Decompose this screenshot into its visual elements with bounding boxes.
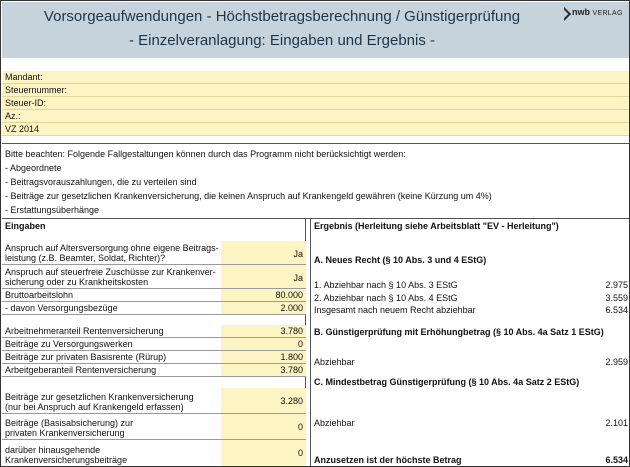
result-label: Abziehbar	[314, 357, 355, 367]
result-value: 3.559	[605, 293, 628, 303]
input-label: - davon Versorgungsbezüge	[5, 303, 118, 313]
input-cell-versorgungswerke[interactable]: 0	[221, 338, 306, 350]
result-value: 6.534	[605, 305, 628, 315]
input-row-gkv	[2, 388, 306, 414]
meta-fields	[2, 71, 629, 136]
page-subtitle: - Einzelveranlagung: Eingaben und Ergebnis -	[128, 32, 436, 49]
input-cell-zuschuesse[interactable]: Ja	[221, 265, 306, 288]
input-row-basisrente	[2, 351, 306, 364]
inputs-panel	[2, 219, 306, 467]
meta-field-steuer-id[interactable]: Steuer-ID:	[2, 97, 629, 110]
inputs-heading: Eingaben	[5, 221, 46, 231]
header-banner	[2, 2, 629, 58]
input-cell-gkv[interactable]: 3.280	[221, 388, 306, 413]
note-item: - Erstattungsüberhänge	[5, 205, 100, 215]
input-cell-bruttoarbeitslohn[interactable]: 80.000	[221, 289, 306, 301]
final-result-label: Anzusetzen ist der höchste Betrag	[314, 455, 462, 465]
input-label: Arbeitnehmeranteil Rentenversicherung	[5, 326, 164, 336]
input-cell-weitere-kv[interactable]: 0	[221, 440, 306, 466]
input-row-bruttoarbeitslohn	[2, 289, 306, 302]
input-cell-basisrente[interactable]: 1.800	[221, 351, 306, 363]
meta-field-mandant[interactable]: Mandant:	[2, 71, 629, 84]
input-label: Arbeitgeberanteil Rentenversicherung	[5, 365, 157, 375]
meta-field-vz[interactable]: VZ 2014	[2, 123, 629, 136]
input-cell-versorgungsbezuege[interactable]: 2.000	[221, 302, 306, 314]
input-label: Beiträge (Basisabsicherung) zur	[5, 418, 134, 428]
section-c-heading: C. Mindestbetrag Günstigerprüfung (§ 10 Abs. 4a Satz 2 EStG)	[314, 377, 580, 387]
input-row-versorgungsbezuege	[2, 302, 306, 315]
note-item: - Beitragsvorauszahlungen, die zu verteilen sind	[5, 177, 197, 187]
input-label: privaten Krankenversicherung	[5, 428, 125, 438]
notes-intro: Bitte beachten: Folgende Fallgestaltungen können durch das Programm nicht berücksichtigt werden:	[5, 149, 406, 159]
input-label: Beiträge zu Versorgungswerken	[5, 339, 133, 349]
input-row-weitere-kv	[2, 440, 306, 466]
input-cell-ag-rentenversicherung[interactable]: 3.780	[221, 364, 306, 376]
note-item: - Beiträge zur gesetzlichen Krankenversicherung, die keinen Anspruch auf Krankengeld gewähren (keine Kürzung um 4%)	[5, 191, 492, 201]
note-item: - Abgeordnete	[5, 163, 62, 173]
input-row-versorgungswerke	[2, 338, 306, 351]
input-label: Beiträge zur gesetzlichen Krankenversicherung	[5, 392, 194, 402]
input-label: Anspruch auf steuerfreie Zuschüsse zur Krankenver-	[5, 267, 216, 277]
input-row-an-rentenversicherung	[2, 325, 306, 338]
input-label: Krankenversicherungsbeiträge	[5, 455, 128, 465]
input-label: sicherung oder zu Krankheitskosten	[5, 277, 149, 287]
result-label: 2. Abziehbar nach § 10 Abs. 4 EStG	[314, 293, 458, 303]
input-label: darüber hinausgehende	[5, 445, 101, 455]
results-heading: Ergebnis (Herleitung siehe Arbeitsblatt "EV - Herleitung")	[314, 221, 559, 231]
input-label: (nur bei Anspruch auf Krankengeld erfassen)	[5, 402, 184, 412]
brand-suffix: VERLAG	[592, 10, 623, 17]
input-cell-an-rentenversicherung[interactable]: 3.780	[221, 325, 306, 337]
result-label: Insgesamt nach neuem Recht abziehbar	[314, 305, 476, 315]
nwb-logo	[559, 7, 623, 21]
input-label: Anspruch auf Altersversorgung ohne eigene Beitrags-	[5, 243, 219, 253]
brand-name: nwb	[572, 7, 590, 17]
result-value: 2.975	[605, 280, 628, 290]
input-row-altersversorgung	[2, 241, 306, 265]
nwb-logo-icon	[557, 7, 571, 21]
input-label: leistung (z.B. Beamter, Soldat, Richter)?	[5, 253, 166, 263]
input-cell-altersversorgung[interactable]: Ja	[221, 241, 306, 264]
section-b-heading: B. Günstigerprüfung mit Erhöhungbetrag (§ 10 Abs. 4a Satz 1 EStG)	[314, 327, 604, 337]
notes-box	[2, 143, 629, 219]
input-label: Beiträge zur privaten Basisrente (Rürup)	[5, 352, 167, 362]
result-label: 1. Abziehbar nach § 10 Abs. 3 EStG	[314, 280, 458, 290]
result-label: Abziehbar	[314, 418, 355, 428]
input-label: Bruttoarbeitslohn	[5, 290, 74, 300]
result-value: 2.101	[605, 418, 628, 428]
final-result-value: 6.534	[605, 455, 628, 465]
input-row-ag-rentenversicherung	[2, 364, 306, 377]
input-cell-pkv-basis[interactable]: 0	[221, 414, 306, 439]
input-row-zuschuesse	[2, 265, 306, 289]
input-row-pkv-basis	[2, 414, 306, 440]
meta-field-az[interactable]: Az.:	[2, 110, 629, 123]
page-title: Vorsorgeaufwendungen - Höchstbetragsberechnung / Günstigerprüfung	[43, 8, 521, 25]
results-panel	[310, 219, 630, 467]
section-a-heading: A. Neues Recht (§ 10 Abs. 3 und 4 EStG)	[314, 255, 487, 265]
meta-field-steuernummer[interactable]: Steuernummer:	[2, 84, 629, 97]
result-value: 2.959	[605, 357, 628, 367]
